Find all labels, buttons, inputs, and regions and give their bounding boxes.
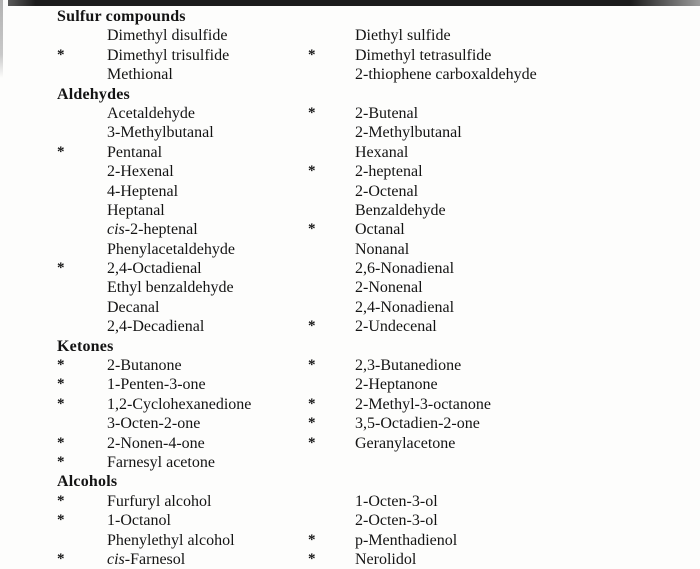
row-left-margin: [0, 46, 57, 65]
row-left-margin: [0, 143, 57, 162]
compound-name-left: [107, 123, 308, 142]
table-row: [0, 162, 700, 181]
compound-name-right: [355, 298, 700, 317]
compound-name-text: 2-Octen-3-ol: [355, 512, 438, 530]
compound-name-text: 2-Methylbutanal: [355, 124, 462, 142]
top-rule-line: [8, 0, 700, 6]
compound-name-text: p-Menthadienol: [355, 531, 458, 549]
compound-name-text: 2,4-Nonadienal: [355, 298, 455, 316]
row-left-margin: [0, 162, 57, 181]
compound-name-right: [355, 104, 700, 123]
row-marker-left-asterisk-icon: *: [57, 434, 65, 451]
compound-name-left: [107, 453, 308, 472]
row-marker-right-asterisk-icon: *: [308, 395, 316, 412]
row-marker-left-empty: [57, 317, 107, 336]
compound-name-text: Furfuryl alcohol: [107, 492, 212, 510]
compound-name-left: [107, 182, 308, 201]
table-row: [0, 317, 700, 336]
compound-name-italic-prefix: cis: [107, 550, 125, 568]
row-marker-left-asterisk-icon: *: [57, 46, 65, 63]
compound-name-left: [107, 298, 308, 317]
compound-name-right: [355, 259, 700, 278]
compound-name-text: Octanal: [355, 221, 405, 239]
row-marker-right-asterisk-icon: *: [308, 221, 316, 238]
table-row: [0, 453, 700, 472]
row-left-margin: [0, 123, 57, 142]
table-row: [0, 123, 700, 142]
row-left-margin: [0, 259, 57, 278]
compound-name-text: Geranylacetone: [355, 434, 456, 452]
row-marker-right-empty: [308, 259, 355, 278]
compound-name-text: 1-Octen-3-ol: [355, 492, 438, 510]
row-left-margin: [0, 395, 57, 414]
row-left-margin: [0, 240, 57, 259]
compound-name-right: [355, 375, 700, 394]
row-marker-left-empty: [57, 162, 107, 181]
compound-name-left: [107, 240, 308, 259]
compound-name-text: Decanal: [107, 298, 160, 316]
compound-name-text: 2-Hexenal: [107, 163, 174, 181]
row-left-margin: [0, 375, 57, 394]
table-row: [0, 298, 700, 317]
compound-name-text: 3,5-Octadien-2-one: [355, 415, 480, 433]
table-row: [0, 104, 700, 123]
compound-name-text: Nonanal: [355, 240, 410, 258]
table-row: [0, 531, 700, 550]
compound-name-left: [107, 550, 308, 569]
compound-name-right: [355, 240, 700, 259]
compound-name-text: Heptanal: [107, 201, 165, 219]
compound-name-text: Diethyl sulfide: [355, 27, 451, 45]
table-row: [0, 395, 700, 414]
row-marker-right-empty: [308, 26, 355, 45]
row-left-margin: [0, 182, 57, 201]
row-left-margin: [0, 278, 57, 297]
row-marker-left-empty: [57, 531, 107, 550]
row-marker-left-asterisk-icon: *: [57, 357, 65, 374]
row-marker-right-empty: [308, 511, 355, 530]
row-left-margin: [0, 453, 57, 472]
compound-name-left: [107, 46, 308, 65]
table-row: [0, 201, 700, 220]
table-row: [0, 26, 700, 45]
row-left-margin: [0, 317, 57, 336]
row-marker-right-asterisk-icon: *: [308, 550, 316, 567]
compound-name-text: 2-Heptanone: [355, 376, 438, 394]
row-marker-right-empty: [308, 298, 355, 317]
compound-name-right: [355, 46, 700, 65]
row-marker-right-asterisk-icon: *: [308, 357, 316, 374]
compound-name-left: [107, 143, 308, 162]
compound-name-text: 2,6-Nonadienal: [355, 260, 455, 278]
compound-name-text: 2-thiophene carboxaldehyde: [355, 66, 537, 84]
compound-name-right: [355, 123, 700, 142]
row-marker-left-asterisk-icon: *: [57, 376, 65, 393]
row-marker-left-asterisk-icon: *: [57, 453, 65, 470]
row-marker-right-empty: [308, 492, 355, 511]
compound-name-text: Nerolidol: [355, 550, 417, 568]
compound-name-right: [355, 220, 700, 239]
compound-name-text: Phenylacetaldehyde: [107, 240, 235, 258]
compound-name-right: [355, 182, 700, 201]
compound-name-right: [355, 492, 700, 511]
row-marker-right-asterisk-icon: *: [308, 318, 316, 335]
compound-name-text: 1,2-Cyclohexanedione: [107, 395, 252, 413]
compound-name-text: -2-heptenal: [124, 221, 198, 239]
row-left-margin: [0, 201, 57, 220]
row-marker-right-empty: [308, 143, 355, 162]
compound-name-left: [107, 317, 308, 336]
row-marker-right-asterisk-icon: *: [308, 104, 316, 121]
compound-name-text: 2-Nonenal: [355, 279, 423, 297]
compound-name-text: Phenylethyl alcohol: [107, 531, 235, 549]
compound-name-text: 2-Butenal: [355, 104, 419, 122]
row-left-margin: [0, 65, 57, 84]
row-marker-left-asterisk-icon: *: [57, 143, 65, 160]
row-left-margin: [0, 414, 57, 433]
row-marker-left-asterisk-icon: *: [57, 550, 65, 567]
compound-name-right: [355, 201, 700, 220]
row-marker-left-empty: [57, 278, 107, 297]
compound-name-text: 1-Penten-3-one: [107, 376, 206, 394]
compound-name-left: [107, 65, 308, 84]
row-left-margin: [0, 531, 57, 550]
table-row: [0, 414, 700, 433]
compound-name-right: [355, 511, 700, 530]
compound-name-text: Benzaldehyde: [355, 201, 446, 219]
compound-name-left: [107, 259, 308, 278]
compound-name-text: -Farnesol: [124, 550, 186, 568]
compound-name-left: [107, 104, 308, 123]
table-row: [0, 182, 700, 201]
compound-name-text: 3-Methylbutanal: [107, 124, 214, 142]
row-left-margin: [0, 26, 57, 45]
table-row: [0, 240, 700, 259]
row-left-margin: [0, 220, 57, 239]
compound-name-right: [355, 162, 700, 181]
row-marker-right-empty: [308, 375, 355, 394]
compound-name-text: Farnesyl acetone: [107, 453, 215, 471]
row-marker-right-empty: [308, 201, 355, 220]
row-marker-right-empty: [308, 123, 355, 142]
compound-name-text: 2-Butanone: [107, 357, 182, 375]
row-marker-right-empty: [308, 65, 355, 84]
row-marker-left-empty: [57, 240, 107, 259]
compound-name-italic-prefix: cis: [107, 221, 125, 239]
compound-name-text: 2-Methyl-3-octanone: [355, 395, 491, 413]
compound-name-left: [107, 492, 308, 511]
table-row: [0, 278, 700, 297]
table-row: [0, 46, 700, 65]
row-left-margin: [0, 550, 57, 569]
row-marker-right-asterisk-icon: *: [308, 415, 316, 432]
row-left-margin: [0, 104, 57, 123]
section-heading: Aldehydes: [57, 85, 130, 103]
compound-name-right: [355, 317, 700, 336]
table-row: [0, 65, 700, 84]
compound-name-text: 4-Heptenal: [107, 182, 179, 200]
compound-name-right: [355, 143, 700, 162]
compound-name-left: [107, 414, 308, 433]
row-marker-left-asterisk-icon: *: [57, 512, 65, 529]
row-marker-right-empty: [308, 240, 355, 259]
row-marker-left-empty: [57, 298, 107, 317]
row-marker-left-asterisk-icon: *: [57, 260, 65, 277]
compound-name-right: [355, 26, 700, 45]
table-row: [0, 434, 700, 453]
compound-name-left: [107, 395, 308, 414]
row-marker-left-empty: [57, 414, 107, 433]
section-heading: Ketones: [57, 337, 114, 355]
row-marker-left-asterisk-icon: *: [57, 492, 65, 509]
compound-name-left: [107, 511, 308, 530]
compound-table: [0, 7, 700, 569]
compound-name-text: 2,4-Decadienal: [107, 318, 205, 336]
compound-name-left: [107, 278, 308, 297]
compound-name-text: 1-Octanol: [107, 512, 171, 530]
compound-name-right: [355, 550, 700, 569]
row-marker-right-asterisk-icon: *: [308, 163, 316, 180]
row-left-margin: [0, 511, 57, 530]
row-marker-right-empty: [308, 278, 355, 297]
row-left-margin: [0, 434, 57, 453]
row-marker-left-empty: [57, 26, 107, 45]
compound-name-left: [107, 375, 308, 394]
compound-name-right: [355, 531, 700, 550]
row-marker-left-asterisk-icon: *: [57, 395, 65, 412]
compound-name-left: [107, 356, 308, 375]
row-marker-left-empty: [57, 220, 107, 239]
row-marker-right-asterisk-icon: *: [308, 46, 316, 63]
compound-name-text: 2,4-Octadienal: [107, 260, 202, 278]
compound-name-text: Methional: [107, 66, 173, 84]
compound-name-text: Dimethyl trisulfide: [107, 46, 230, 64]
table-row: [0, 375, 700, 394]
compound-name-text: Ethyl benzaldehyde: [107, 279, 234, 297]
compound-name-right: [355, 356, 700, 375]
table-row: [0, 143, 700, 162]
compound-name-right: [355, 453, 700, 472]
row-marker-left-empty: [57, 201, 107, 220]
table-row: [0, 550, 700, 569]
table-row: [0, 492, 700, 511]
row-marker-right-asterisk-icon: *: [308, 434, 316, 451]
compound-name-text: Dimethyl tetrasulfide: [355, 46, 492, 64]
compound-name-right: [355, 395, 700, 414]
compound-name-text: 2,3-Butanedione: [355, 357, 462, 375]
compound-name-left: [107, 220, 308, 239]
compound-name-text: 3-Octen-2-one: [107, 415, 201, 433]
compound-name-text: Hexanal: [355, 143, 409, 161]
row-marker-right-empty: [308, 453, 355, 472]
compound-name-right: [355, 278, 700, 297]
compound-name-right: [355, 434, 700, 453]
table-row: [0, 259, 700, 278]
compound-name-text: Dimethyl disulfide: [107, 27, 228, 45]
compound-name-right: [355, 414, 700, 433]
row-marker-left-empty: [57, 182, 107, 201]
compound-name-left: [107, 201, 308, 220]
row-left-margin: [0, 356, 57, 375]
section-heading: Sulfur compounds: [57, 8, 186, 25]
compound-name-right: [355, 65, 700, 84]
compound-name-text: 2-Undecenal: [355, 318, 437, 336]
compound-name-text: 2-heptenal: [355, 163, 423, 181]
section-heading: Alcohols: [57, 473, 118, 491]
table-row: [0, 356, 700, 375]
compound-name-left: [107, 531, 308, 550]
compound-name-left: [107, 26, 308, 45]
row-left-margin: [0, 298, 57, 317]
table-row: [0, 220, 700, 239]
compound-name-text: 2-Octenal: [355, 182, 419, 200]
row-marker-right-empty: [308, 182, 355, 201]
table-row: [0, 511, 700, 530]
compound-name-text: Pentanal: [107, 143, 163, 161]
compound-name-text: Acetaldehyde: [107, 104, 195, 122]
compound-name-text: 2-Nonen-4-one: [107, 434, 205, 452]
row-marker-left-empty: [57, 123, 107, 142]
compound-name-left: [107, 162, 308, 181]
row-marker-right-asterisk-icon: *: [308, 531, 316, 548]
row-left-margin: [0, 492, 57, 511]
compound-name-left: [107, 434, 308, 453]
row-marker-left-empty: [57, 104, 107, 123]
row-marker-left-empty: [57, 65, 107, 84]
